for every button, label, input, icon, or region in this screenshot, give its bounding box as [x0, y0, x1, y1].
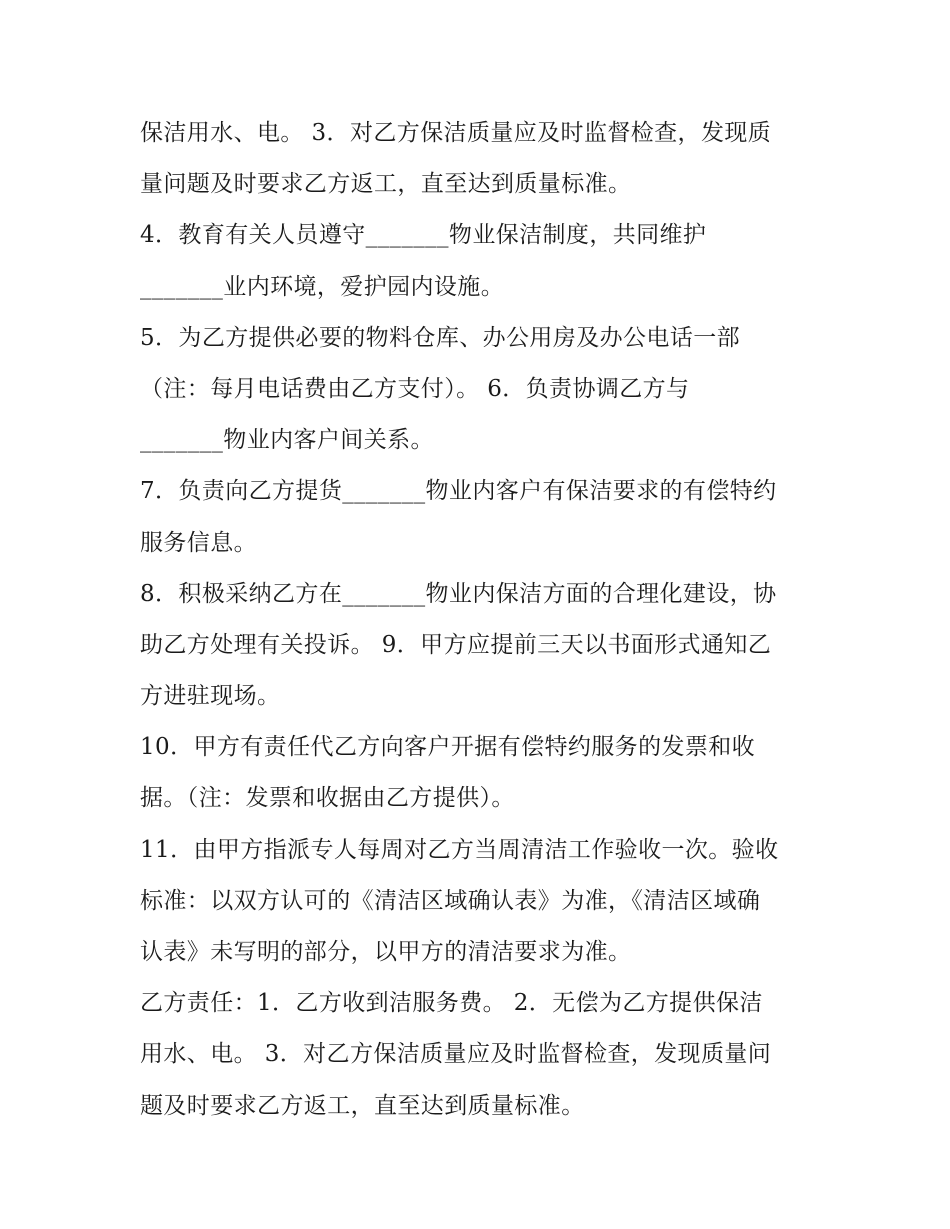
text-line: 服务信息。: [140, 529, 257, 556]
text-line: 量问题及时要求乙方返工，直至达到质量标准。: [140, 171, 632, 198]
text-line: 10．甲方有责任代乙方向客户开据有偿特约服务的发票和收: [140, 734, 756, 761]
text-line: 11．由甲方指派专人每周对乙方当周清洁工作验收一次。验收: [140, 836, 779, 863]
text-line: 认表》未写明的部分，以甲方的清洁要求为准。: [140, 939, 632, 965]
text-line: 据。（注：发票和收据由乙方提供）。: [140, 785, 515, 812]
text-line: 8．积极采纳乙方在_______物业内保洁方面的合理化建设，协: [140, 580, 777, 607]
text-line: 题及时要求乙方返工，直至达到质量标准。: [140, 1092, 585, 1119]
text-line: 乙方责任：1．乙方收到洁服务费。 2．无偿为乙方提供保洁: [140, 990, 763, 1017]
text-line: 5．为乙方提供必要的物料仓库、办公用房及办公电话一部: [140, 324, 741, 351]
text-line: 助乙方处理有关投诉。 9．甲方应提前三天以书面形式通知乙: [140, 631, 772, 658]
text-line: _______业内环境，爱护园内设施。: [140, 273, 505, 300]
text-line: _______物业内客户间关系。: [140, 427, 434, 454]
text-line: 7．负责向乙方提货_______物业内客户有保洁要求的有偿特约: [140, 478, 777, 505]
text-line: 方进驻现场。: [140, 683, 281, 710]
text-line: 用水、电。 3．对乙方保洁质量应及时监督检查，发现质量问: [140, 1041, 772, 1068]
text-line: （注：每月电话费由乙方支付）。 6．负责协调乙方与: [140, 375, 690, 402]
text-line: 4．教育有关人员遵守_______物业保洁制度，共同维护: [140, 222, 707, 249]
text-line: 保洁用水、电。 3．对乙方保洁质量应及时监督检查，发现质: [140, 120, 772, 146]
text-line: 标准：以双方认可的《清洁区域确认表》为准，《清洁区域确: [140, 887, 761, 914]
document-body: [140, 108, 830, 1132]
